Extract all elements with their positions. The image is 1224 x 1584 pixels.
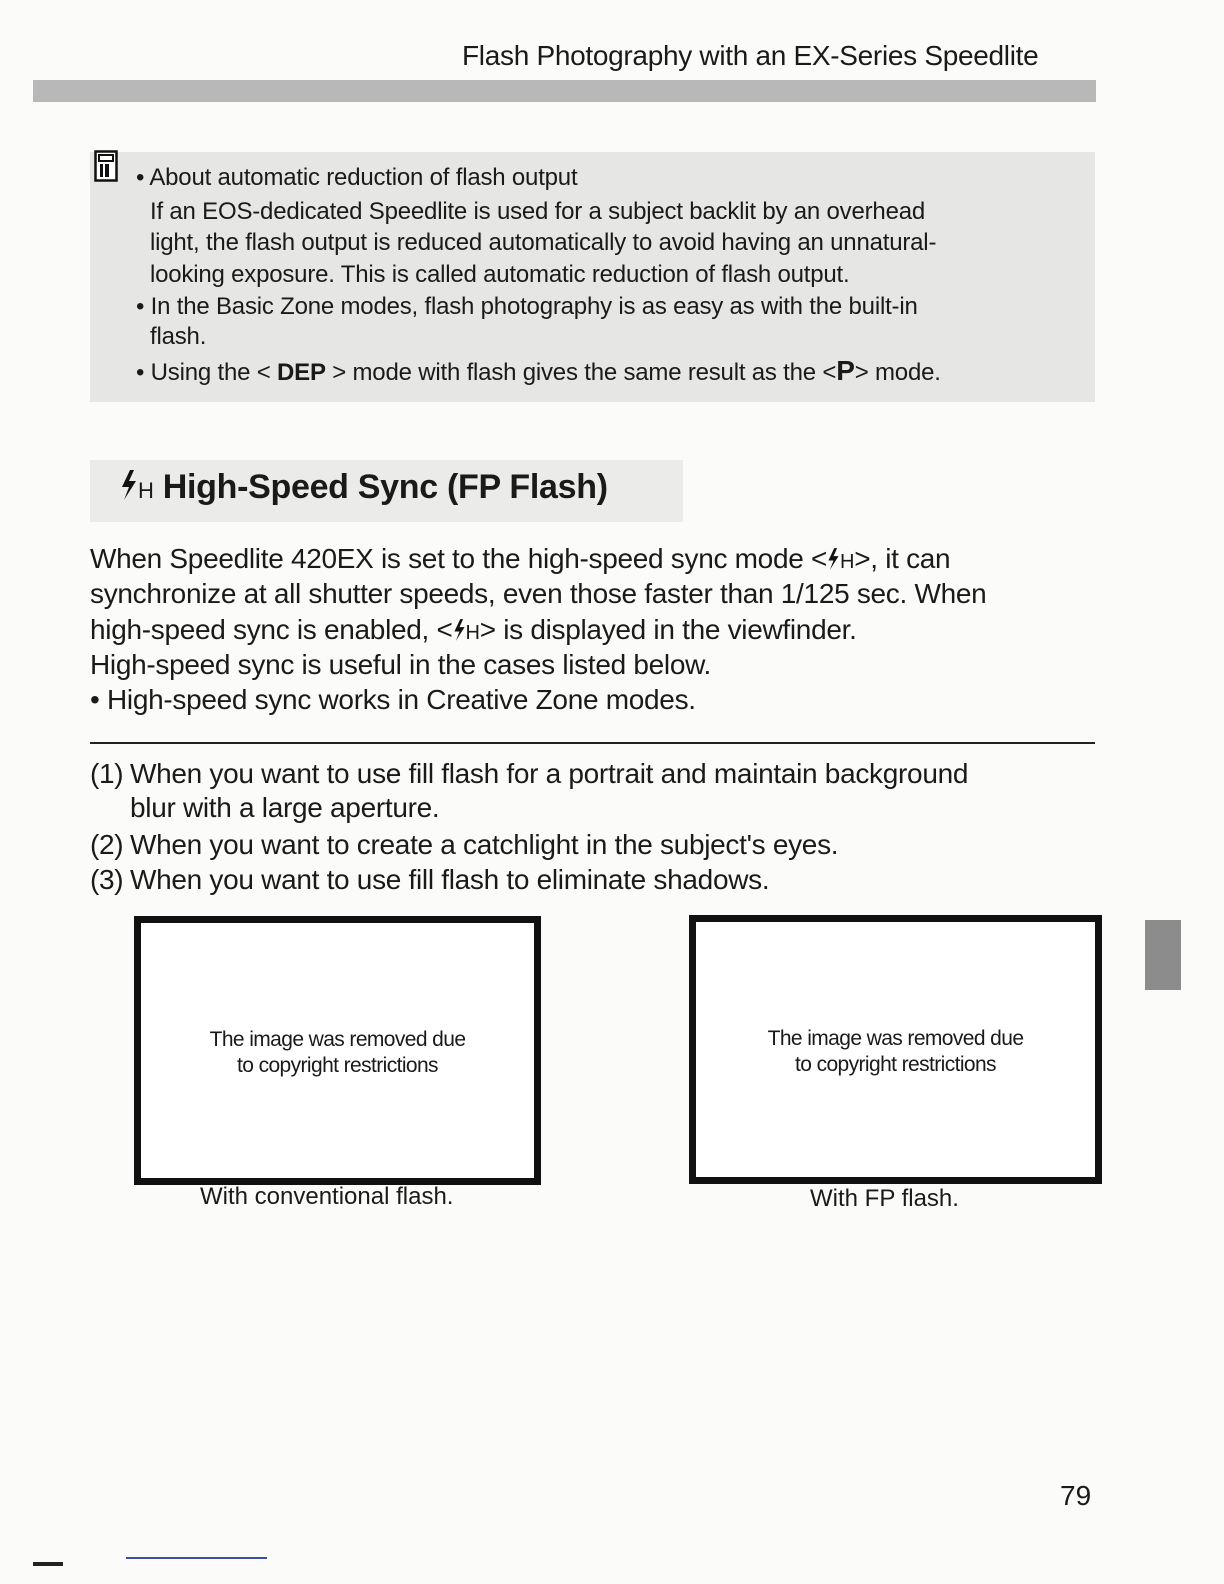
photo-placeholder-line-2: to copyright restrictions (795, 1053, 996, 1076)
body-line-1 (90, 543, 950, 575)
note-line-3: light, the flash output is reduced automatically to avoid having an unnatural- (150, 229, 937, 256)
header-rule-bar (33, 80, 1096, 102)
note-line-1: • About automatic reduction of flash output (136, 164, 578, 191)
section-h-label: H (138, 478, 154, 503)
body-line-3-post: > is displayed in the viewfinder. (479, 614, 857, 645)
photo-placeholder-line-1: The image was removed due (767, 1027, 1024, 1050)
case-1-number: (1) (90, 758, 124, 789)
body-line-1-h: H (840, 551, 855, 573)
body-line-3-pre: high-speed sync is enabled, < (90, 614, 453, 645)
divider-rule (90, 742, 1095, 744)
body-line-4: High-speed sync is useful in the cases listed below. (90, 649, 711, 680)
body-line-3 (90, 614, 857, 646)
running-header: Flash Photography with an EX-Series Speedlite (462, 40, 1039, 71)
body-line-5: • High-speed sync works in Creative Zone modes. (90, 684, 696, 715)
body-line-1-post: >, it can (854, 543, 951, 574)
note-line-7-post: > mode. (854, 359, 941, 386)
note-line-6: flash. (150, 323, 207, 350)
photo-conventional-flash (134, 916, 541, 1185)
bottom-edge-mark (33, 1562, 63, 1566)
caption-conventional-flash: With conventional flash. (200, 1183, 454, 1210)
dep-mode-label: DEP (277, 359, 326, 386)
caption-fp-flash: With FP flash. (810, 1185, 959, 1212)
note-line-7-mid: > mode with flash gives the same result as the < (325, 359, 837, 386)
case-3-number: (3) (90, 864, 124, 895)
p-mode-label: P (836, 355, 855, 386)
note-line-7 (136, 355, 941, 387)
chapter-side-tab (1145, 920, 1181, 990)
page-number: 79 (1060, 1480, 1092, 1511)
photo-placeholder-line-1: The image was removed due (209, 1028, 466, 1051)
body-line-3-h: H (465, 622, 480, 644)
note-line-4: looking exposure. This is called automatic reduction of flash output. (150, 261, 850, 288)
body-line-1-pre: When Speedlite 420EX is set to the high-speed sync mode < (90, 543, 828, 574)
case-1-text: When you want to use fill flash for a portrait and maintain background (130, 758, 969, 789)
section-title (120, 468, 608, 507)
note-line-7-pre: • Using the < (136, 359, 278, 386)
body-line-2: synchronize at all shutter speeds, even those faster than 1/125 sec. When (90, 578, 987, 609)
high-speed-flash-icon (120, 470, 138, 500)
high-speed-flash-icon (453, 619, 466, 641)
photo-placeholder-line-2: to copyright restrictions (237, 1054, 438, 1077)
note-memo-icon (94, 150, 118, 182)
case-2-text: When you want to create a catchlight in the subject's eyes. (130, 829, 839, 860)
case-1-text-cont: blur with a large aperture. (130, 792, 440, 823)
high-speed-flash-icon (827, 548, 840, 570)
section-title-text: High-Speed Sync (FP Flash) (162, 468, 608, 506)
case-3-text: When you want to use fill flash to eliminate shadows. (130, 864, 770, 895)
note-line-5: • In the Basic Zone modes, flash photography is as easy as with the built-in (136, 293, 918, 320)
case-2-number: (2) (90, 829, 124, 860)
bottom-link-underline (126, 1557, 267, 1559)
photo-fp-flash (689, 915, 1102, 1184)
note-line-2: If an EOS-dedicated Speedlite is used for a subject backlit by an overhead (150, 198, 926, 225)
